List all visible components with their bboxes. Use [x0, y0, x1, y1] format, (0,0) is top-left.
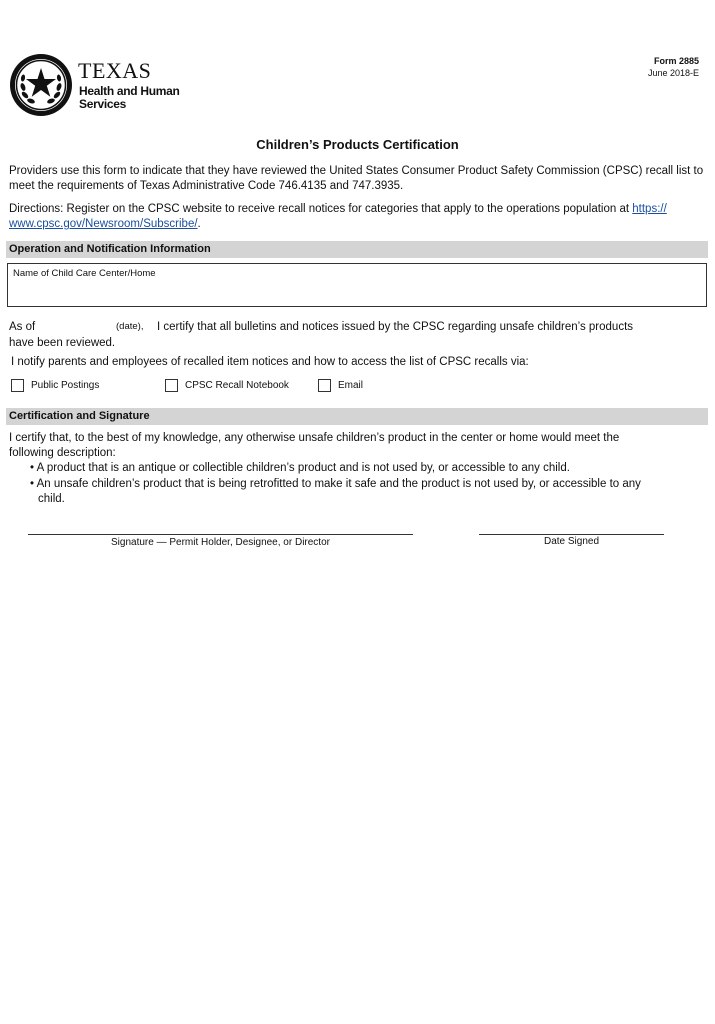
texas-seal-logo: [9, 53, 73, 117]
public-postings-label: Public Postings: [31, 380, 100, 391]
email-checkbox[interactable]: [318, 379, 331, 392]
signature-line[interactable]: [28, 534, 413, 535]
date-signed-line[interactable]: [479, 534, 664, 535]
email-label: Email: [338, 380, 364, 391]
date-hint: (date),: [116, 321, 144, 332]
form-date: June 2018-E: [647, 68, 699, 78]
intro-paragraph: Providers use this form to indicate that they have reviewed the United States Consumer Product Safety Commission (CPSC) recall list to meet the requirements of Texas Administrative Code 746.4135 and 747.3935.: [9, 165, 704, 192]
bullet-retrofitted-product: • An unsafe children’s product that is being retrofitted to make it safe and the product is not used by, or accessible to any: [30, 478, 641, 490]
as-of-label: As of: [9, 321, 36, 333]
section-heading-certification: Certification and Signature: [6, 408, 708, 425]
agency-name: TEXAS: [78, 58, 152, 83]
certify-review-text: I certify that all bulletins and notices issued by the CPSC regarding unsafe children’s products: [157, 321, 634, 333]
directions-text: Directions: Register on the CPSC website to receive recall notices for categories that apply to the operations population at: [9, 203, 633, 215]
bullet-antique-product: • A product that is an antique or collectible children’s product and is not used by, or accessible to any child.: [30, 462, 570, 474]
notify-text: I notify parents and employees of recalled item notices and how to access the list of CPSC recalls via:: [11, 356, 529, 368]
certify-knowledge-text: I certify that, to the best of my knowledge, any otherwise unsafe children’s product in the center or home would meet the: [9, 432, 620, 444]
agency-subtitle-line2: Services: [79, 97, 126, 111]
date-signed-label: Date Signed: [543, 536, 600, 547]
as-of-date-field[interactable]: [40, 319, 112, 333]
bullet-retrofitted-product-cont: child.: [38, 493, 65, 505]
cpsc-subscribe-link[interactable]: https:// www.cpsc.gov/Newsroom/Subscribe/: [9, 203, 667, 230]
agency-subtitle-line1: Health and Human: [79, 84, 180, 98]
directions-paragraph: [9, 202, 709, 232]
cpsc-recall-notebook-label: CPSC Recall Notebook: [185, 380, 289, 391]
section-heading-operation: Operation and Notification Information: [6, 241, 708, 258]
certify-review-text-cont: have been reviewed.: [9, 337, 116, 349]
cpsc-recall-notebook-checkbox[interactable]: [165, 379, 178, 392]
agency-subtitle: [79, 85, 180, 111]
signature-label: Signature — Permit Holder, Designee, or Director: [111, 537, 330, 548]
form-number: Form 2885: [653, 56, 699, 66]
public-postings-checkbox[interactable]: [11, 379, 24, 392]
page-title: Children’s Products Certification: [256, 137, 459, 152]
certify-knowledge-text-cont: following description:: [9, 447, 116, 459]
directions-end: .: [197, 218, 201, 230]
center-name-label: Name of Child Care Center/Home: [13, 268, 156, 279]
